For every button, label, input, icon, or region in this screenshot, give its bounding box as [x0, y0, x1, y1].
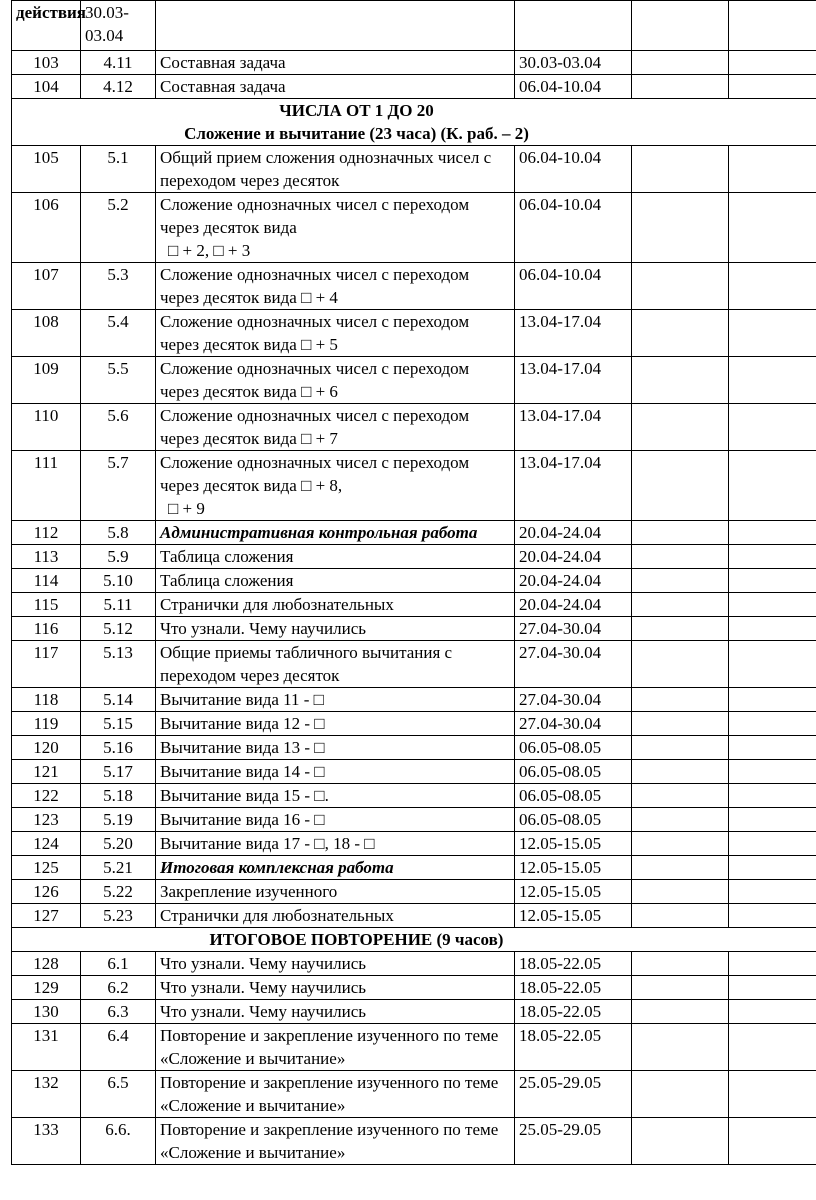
lesson-topic: Вычитание вида 14 - □: [156, 760, 515, 784]
lesson-date: 27.04-30.04: [515, 641, 632, 688]
table-row: [12, 1024, 816, 1071]
row-number: 115: [12, 593, 81, 617]
table-row: [12, 832, 816, 856]
lesson-date: 06.05-08.05: [515, 736, 632, 760]
row-number: 131: [12, 1024, 81, 1071]
empty-cell: [632, 404, 729, 451]
lesson-topic-formula: □ + 2, □ + 3: [168, 241, 251, 260]
row-number: 122: [12, 784, 81, 808]
table-row: [12, 193, 816, 263]
empty-cell: [729, 451, 816, 521]
table-row: [12, 593, 816, 617]
lesson-number: 5.6: [81, 404, 156, 451]
lesson-number: 6.1: [81, 952, 156, 976]
table-row: [12, 688, 816, 712]
row-number: 124: [12, 832, 81, 856]
lesson-number: 4.12: [81, 75, 156, 99]
lesson-topic: Сложение однозначных чисел с переходом через десяток вида □ + 6: [156, 357, 515, 404]
empty-cell: [632, 146, 729, 193]
section-row-numbers-1-20: [12, 99, 816, 146]
empty-cell: [729, 856, 816, 880]
lesson-topic: Сложение однозначных чисел с переходом через десяток вида □ + 4: [156, 263, 515, 310]
row-number: 111: [12, 451, 81, 521]
table-row: [12, 641, 816, 688]
row-number: 104: [12, 75, 81, 99]
lesson-number: 5.5: [81, 357, 156, 404]
lesson-number: 5.21: [81, 856, 156, 880]
empty-cell: [729, 404, 816, 451]
lesson-number: 5.8: [81, 521, 156, 545]
empty-cell: [729, 357, 816, 404]
lesson-topic: Повторение и закрепление изученного по теме «Сложение и вычитание»: [156, 1024, 515, 1071]
row-number: 116: [12, 617, 81, 641]
header-cell-empty: [729, 1, 816, 51]
lesson-number: 6.6.: [81, 1118, 156, 1165]
section-heading-line: ИТОГОВОЕ ПОВТОРЕНИЕ (9 часов): [209, 930, 504, 949]
empty-cell: [632, 569, 729, 593]
empty-cell: [632, 1000, 729, 1024]
row-number: 103: [12, 51, 81, 75]
empty-cell: [632, 688, 729, 712]
lesson-topic: Таблица сложения: [156, 569, 515, 593]
row-number: 118: [12, 688, 81, 712]
lesson-date: 06.04-10.04: [515, 75, 632, 99]
lesson-topic: [156, 193, 515, 263]
empty-cell: [729, 310, 816, 357]
lesson-topic: Что узнали. Чему научились: [156, 1000, 515, 1024]
row-number: 120: [12, 736, 81, 760]
table-row: [12, 856, 816, 880]
empty-cell: [729, 688, 816, 712]
lesson-date: 18.05-22.05: [515, 1024, 632, 1071]
section-heading-line: ЧИСЛА ОТ 1 ДО 20: [279, 101, 434, 120]
empty-cell: [632, 904, 729, 928]
header-cell-dates: 30.03-03.04: [81, 1, 156, 51]
lesson-date: 12.05-15.05: [515, 832, 632, 856]
lesson-number: 5.15: [81, 712, 156, 736]
row-number: 119: [12, 712, 81, 736]
empty-cell: [729, 146, 816, 193]
lesson-date: 20.04-24.04: [515, 569, 632, 593]
empty-cell: [729, 51, 816, 75]
row-number: 126: [12, 880, 81, 904]
empty-cell: [632, 880, 729, 904]
lesson-number: 5.7: [81, 451, 156, 521]
empty-cell: [729, 904, 816, 928]
lesson-date: 06.05-08.05: [515, 784, 632, 808]
empty-cell: [632, 51, 729, 75]
lesson-topic: Повторение и закрепление изученного по теме «Сложение и вычитание»: [156, 1118, 515, 1165]
empty-cell: [632, 856, 729, 880]
lesson-topic: Вычитание вида 17 - □, 18 - □: [156, 832, 515, 856]
row-number: 114: [12, 569, 81, 593]
empty-cell: [632, 808, 729, 832]
row-number: 113: [12, 545, 81, 569]
header-cell-empty: [156, 1, 515, 51]
lesson-topic: Что узнали. Чему научились: [156, 976, 515, 1000]
row-number: 129: [12, 976, 81, 1000]
lesson-number: 5.16: [81, 736, 156, 760]
lesson-topic: Составная задача: [156, 51, 515, 75]
table-row: [12, 404, 816, 451]
row-number: 123: [12, 808, 81, 832]
lesson-number: 6.3: [81, 1000, 156, 1024]
empty-cell: [632, 832, 729, 856]
lesson-topic-line: Сложение однозначных чисел с переходом через десяток вида: [160, 195, 470, 237]
lesson-date: 18.05-22.05: [515, 1000, 632, 1024]
table-row: [12, 569, 816, 593]
table-row: [12, 521, 816, 545]
table-row: [12, 1118, 816, 1165]
table-row: [12, 784, 816, 808]
table-row: [12, 451, 816, 521]
table-row: [12, 976, 816, 1000]
table-row: [12, 712, 816, 736]
empty-cell: [729, 832, 816, 856]
lesson-topic: Общий прием сложения однозначных чисел с переходом через десяток: [156, 146, 515, 193]
lesson-plan-table: [11, 0, 816, 1165]
lesson-number: 5.3: [81, 263, 156, 310]
table-row: [12, 904, 816, 928]
table-row: [12, 75, 816, 99]
section-heading: [12, 928, 816, 952]
table-header-row: [12, 1, 816, 51]
empty-cell: [729, 760, 816, 784]
lesson-topic: Закрепление изученного: [156, 880, 515, 904]
lesson-number: 5.22: [81, 880, 156, 904]
lesson-topic: Странички для любознательных: [156, 904, 515, 928]
empty-cell: [729, 193, 816, 263]
empty-cell: [632, 310, 729, 357]
row-number: 107: [12, 263, 81, 310]
lesson-date: 18.05-22.05: [515, 952, 632, 976]
empty-cell: [729, 569, 816, 593]
lesson-number: 6.4: [81, 1024, 156, 1071]
empty-cell: [729, 880, 816, 904]
lesson-date: 25.05-29.05: [515, 1118, 632, 1165]
lesson-topic: Итоговая комплексная работа: [156, 856, 515, 880]
table-row: [12, 880, 816, 904]
table-row: [12, 146, 816, 193]
empty-cell: [729, 952, 816, 976]
lesson-topic: Что узнали. Чему научились: [156, 617, 515, 641]
lesson-date: 13.04-17.04: [515, 404, 632, 451]
lesson-topic: Сложение однозначных чисел с переходом через десяток вида □ + 5: [156, 310, 515, 357]
empty-cell: [632, 193, 729, 263]
lesson-date: 27.04-30.04: [515, 712, 632, 736]
empty-cell: [632, 521, 729, 545]
lesson-topic: Странички для любознательных: [156, 593, 515, 617]
empty-cell: [729, 712, 816, 736]
empty-cell: [729, 75, 816, 99]
empty-cell: [729, 1118, 816, 1165]
empty-cell: [632, 712, 729, 736]
empty-cell: [632, 952, 729, 976]
empty-cell: [729, 976, 816, 1000]
table-row: [12, 617, 816, 641]
lesson-number: 5.12: [81, 617, 156, 641]
row-number: 130: [12, 1000, 81, 1024]
empty-cell: [632, 75, 729, 99]
empty-cell: [632, 357, 729, 404]
lesson-number: 5.4: [81, 310, 156, 357]
lesson-number: 5.10: [81, 569, 156, 593]
row-number: 127: [12, 904, 81, 928]
row-number: 132: [12, 1071, 81, 1118]
row-number: 121: [12, 760, 81, 784]
table-row: [12, 808, 816, 832]
lesson-date: 06.04-10.04: [515, 146, 632, 193]
row-number: 125: [12, 856, 81, 880]
lesson-date: 27.04-30.04: [515, 688, 632, 712]
empty-cell: [632, 545, 729, 569]
empty-cell: [729, 1000, 816, 1024]
empty-cell: [729, 521, 816, 545]
empty-cell: [632, 593, 729, 617]
lesson-date: 13.04-17.04: [515, 310, 632, 357]
row-number: 106: [12, 193, 81, 263]
lesson-number: 4.11: [81, 51, 156, 75]
empty-cell: [632, 617, 729, 641]
lesson-number: 5.11: [81, 593, 156, 617]
empty-cell: [632, 976, 729, 1000]
empty-cell: [729, 617, 816, 641]
lesson-topic-formula: □ + 9: [168, 499, 205, 518]
lesson-date: 30.03-03.04: [515, 51, 632, 75]
lesson-date: 12.05-15.05: [515, 880, 632, 904]
table-row: [12, 1071, 816, 1118]
empty-cell: [632, 1024, 729, 1071]
empty-cell: [729, 263, 816, 310]
table-row: [12, 1000, 816, 1024]
table-row: [12, 760, 816, 784]
lesson-number: 6.2: [81, 976, 156, 1000]
empty-cell: [632, 784, 729, 808]
empty-cell: [632, 451, 729, 521]
table-row: [12, 310, 816, 357]
lesson-topic: Вычитание вида 11 - □: [156, 688, 515, 712]
row-number: 117: [12, 641, 81, 688]
lesson-topic-line: Сложение однозначных чисел с переходом через десяток вида □ + 8,: [160, 453, 470, 495]
lesson-number: 5.9: [81, 545, 156, 569]
empty-cell: [632, 1071, 729, 1118]
table-row: [12, 545, 816, 569]
lesson-date: 20.04-24.04: [515, 593, 632, 617]
empty-cell: [729, 641, 816, 688]
table-row: [12, 51, 816, 75]
table-row: [12, 263, 816, 310]
header-cell-activity: действия: [12, 1, 81, 51]
empty-cell: [729, 736, 816, 760]
lesson-number: 5.18: [81, 784, 156, 808]
lesson-date: 12.05-15.05: [515, 856, 632, 880]
lesson-topic: Административная контрольная работа: [156, 521, 515, 545]
lesson-topic: Вычитание вида 12 - □: [156, 712, 515, 736]
lesson-number: 6.5: [81, 1071, 156, 1118]
lesson-date: 25.05-29.05: [515, 1071, 632, 1118]
row-number: 105: [12, 146, 81, 193]
empty-cell: [729, 808, 816, 832]
lesson-number: 5.23: [81, 904, 156, 928]
lesson-date: 27.04-30.04: [515, 617, 632, 641]
lesson-topic: Сложение однозначных чисел с переходом через десяток вида □ + 7: [156, 404, 515, 451]
lesson-date: 20.04-24.04: [515, 545, 632, 569]
lesson-topic: Составная задача: [156, 75, 515, 99]
lesson-date: 06.04-10.04: [515, 263, 632, 310]
lesson-number: 5.20: [81, 832, 156, 856]
lesson-topic: Общие приемы табличного вычитания с переходом через десяток: [156, 641, 515, 688]
empty-cell: [729, 1071, 816, 1118]
row-number: 112: [12, 521, 81, 545]
lesson-date: 12.05-15.05: [515, 904, 632, 928]
lesson-topic: Вычитание вида 15 - □.: [156, 784, 515, 808]
empty-cell: [729, 593, 816, 617]
lesson-topic: Повторение и закрепление изученного по теме «Сложение и вычитание»: [156, 1071, 515, 1118]
lesson-date: 20.04-24.04: [515, 521, 632, 545]
lesson-date: 13.04-17.04: [515, 357, 632, 404]
empty-cell: [632, 641, 729, 688]
lesson-date: 13.04-17.04: [515, 451, 632, 521]
empty-cell: [729, 784, 816, 808]
empty-cell: [632, 263, 729, 310]
lesson-topic: [156, 451, 515, 521]
empty-cell: [632, 760, 729, 784]
empty-cell: [632, 1118, 729, 1165]
section-heading-line: Сложение и вычитание (23 часа) (К. раб. – 2): [184, 124, 529, 143]
table-row: [12, 357, 816, 404]
row-number: 128: [12, 952, 81, 976]
row-number: 110: [12, 404, 81, 451]
section-heading: [12, 99, 816, 146]
row-number: 108: [12, 310, 81, 357]
lesson-number: 5.1: [81, 146, 156, 193]
lesson-number: 5.2: [81, 193, 156, 263]
lesson-date: 06.05-08.05: [515, 760, 632, 784]
lesson-topic: Вычитание вида 16 - □: [156, 808, 515, 832]
lesson-topic: Таблица сложения: [156, 545, 515, 569]
lesson-topic: Вычитание вида 13 - □: [156, 736, 515, 760]
table-row: [12, 952, 816, 976]
empty-cell: [729, 545, 816, 569]
lesson-number: 5.14: [81, 688, 156, 712]
lesson-date: 06.05-08.05: [515, 808, 632, 832]
header-cell-empty: [632, 1, 729, 51]
lesson-topic: Что узнали. Чему научились: [156, 952, 515, 976]
lesson-number: 5.19: [81, 808, 156, 832]
lesson-date: 18.05-22.05: [515, 976, 632, 1000]
row-number: 109: [12, 357, 81, 404]
empty-cell: [729, 1024, 816, 1071]
section-row-final-review: [12, 928, 816, 952]
row-number: 133: [12, 1118, 81, 1165]
lesson-number: 5.17: [81, 760, 156, 784]
lesson-number: 5.13: [81, 641, 156, 688]
header-cell-empty: [515, 1, 632, 51]
table-row: [12, 736, 816, 760]
lesson-date: 06.04-10.04: [515, 193, 632, 263]
empty-cell: [632, 736, 729, 760]
